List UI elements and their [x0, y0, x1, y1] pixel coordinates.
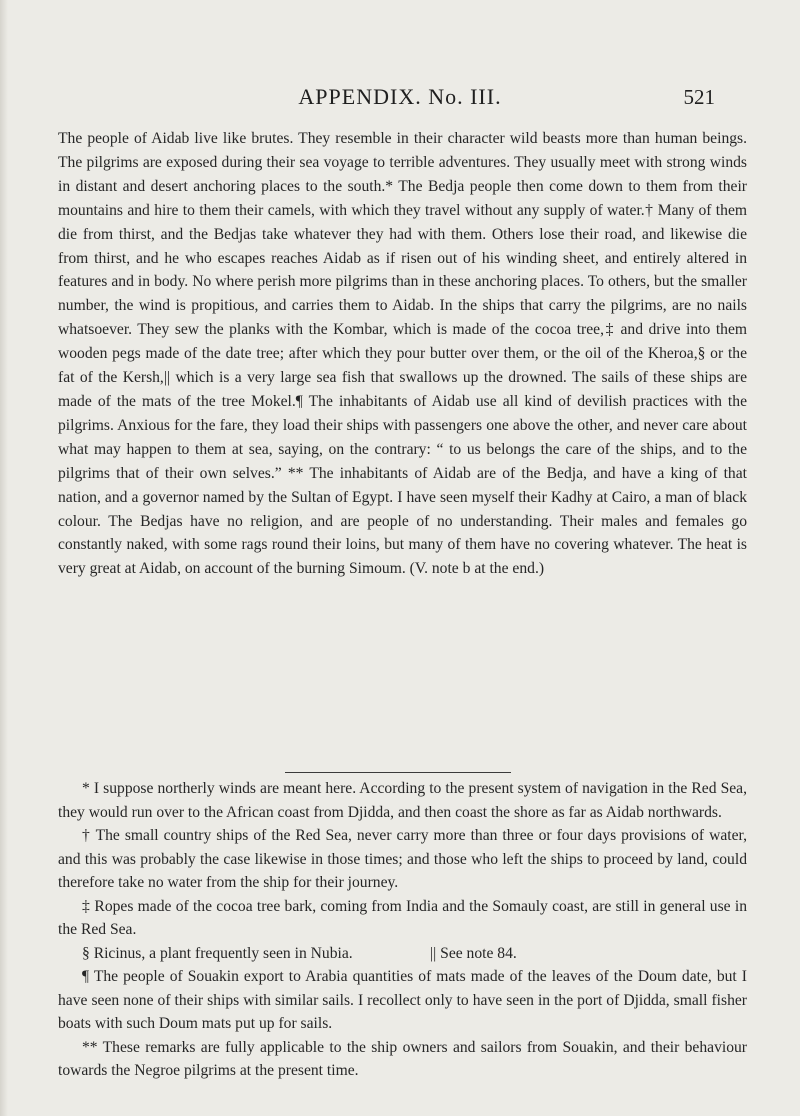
page-number: 521 [683, 85, 715, 109]
body-paragraph: The people of Aidab live like brutes. They resemble in their character wild beasts more than human beings. The pilgrims are exposed during their sea voyage to terrible adventures. They usually meet with strong winds in distant and desert anchoring places to the south.* The Bedja people then come down to them from their mountains and hire to them their camels, with which they travel without any supply of water.† Many of them die from thirst, and the Bedjas take whatever they had with them. Others lose their road, and likewise die from thirst, and he who escapes reaches Aidab as if risen out of his winding sheet, and entirely altered in features and in body. No where perish more pilgrims than in these anchoring places. To others, but the smaller number, the wind is propitious, and carries them to Aidab. In the ships that carry the pilgrims, are no nails whatsoever. They sew the planks with the Kombar, which is made of the cocoa tree,‡ and drive into them wooden pegs made of the date tree; after which they pour butter over them, or the oil of the Kheroa,§ or the fat of the Kersh,|| which is a very large sea fish that swallows up the drowned. The sails of these ships are made of the mats of the tree Mokel.¶ The inhabitants of Aidab use all kind of devilish practices with the pilgrims. Anxious for the fare, they load their ships with passengers one above the other, and never care about what may happen to them at sea, saying, on the contrary: “ to us belongs the care of the ships, and to the pilgrims that of their own selves.” ** The inhabitants of Aidab are of the Bedja, and have a king of that nation, and a governor named by the Sultan of Egypt. I have seen myself their Kadhy at Cairo, a man of black colour. The Bedjas have no religion, and are people of no understanding. Their males and females go constantly naked, with some rags round their loins, but many of them have no covering whatever. The heat is very great at Aidab, on account of the burning Simoum. (V. note b at the end.) [58, 130, 747, 578]
footnote-double-dagger: ‡ Ropes made of the cocoa tree bark, coming from India and the Somauly coast, are still in general use in the Red Sea. [58, 897, 747, 938]
footnote-double-star: ** These remarks are fully applicable to the ship owners and sailors from Souakin, and their behaviour towards the Negroe pilgrims at the present time. [58, 1038, 747, 1079]
page-edge-shadow [0, 0, 8, 1116]
footnote-star: * I suppose northerly winds are meant here. According to the present system of navigation in the Red Sea, they would run over to the African coast from Djidda, and then coast the shore as far as Aidab northwards. [58, 780, 747, 821]
footnote-pair [58, 942, 747, 966]
footnotes [58, 777, 747, 1083]
footnote-section: § Ricinus, a plant frequently seen in Nubia. [82, 944, 353, 962]
page-header [0, 84, 800, 112]
footnote-pilcrow: ¶ The people of Souakin export to Arabia quantities of mats made of the leaves of the Doum date, but I have seen none of their ships with similar sails. I recollect only to have seen in the port of Djidda, small fisher boats with such Doum mats put up for sails. [58, 968, 747, 1032]
footnote-parallel: || See note 84. [430, 944, 517, 962]
footnote-rule [285, 772, 511, 773]
running-head: APPENDIX. No. III. [298, 84, 502, 109]
footnote-dagger: † The small country ships of the Red Sea, never carry more than three or four days provisions of water, and this was probably the case likewise in those times; and those who left the ships to proceed by land, could therefore take no water from the ship for their journey. [58, 827, 747, 891]
